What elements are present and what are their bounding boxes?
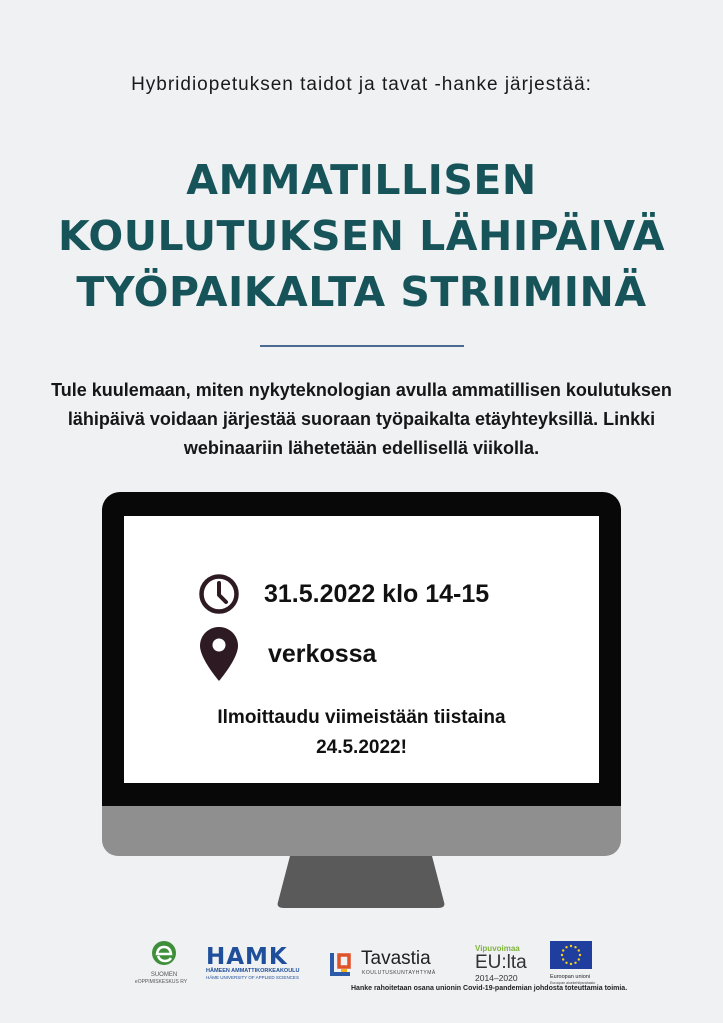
eoppimiskeskus-text-2: eOPPIMISKESKUS RY	[134, 979, 188, 985]
monitor-bezel	[102, 806, 621, 856]
location-pin-icon	[200, 627, 238, 681]
description: Tule kuulemaan, miten nykyteknologian avulla ammatillisen koulutuksen lähipäivä voidaan järjestää suoraan työpaikalta etäyhteyksillä. Linkki webinaariin lähetetään edellisellä viikolla.	[51, 380, 672, 458]
registration-line-2: 24.5.2022!	[316, 737, 407, 758]
event-datetime: 31.5.2022 klo 14-15	[264, 579, 490, 608]
registration-text	[124, 703, 599, 763]
tavastia-mark-icon	[329, 951, 353, 977]
hamk-sub-1: HÄMEEN AMMATTIKORKEAKOULU	[206, 968, 300, 974]
hamk-logo	[206, 946, 304, 981]
eu-text-1: Euroopan unioni	[550, 974, 591, 980]
registration-line-1: Ilmoittaudu viimeistään tiistaina	[217, 707, 506, 728]
eu-flag-icon	[550, 941, 592, 969]
eoppimiskeskus-mark-icon	[151, 940, 177, 966]
funding-footnote: Hanke rahoitetaan osana unionin Covid-19-pandemian johdosta toteuttamia toimia.	[351, 985, 628, 992]
event-location-row	[200, 627, 376, 681]
hamk-sub-2: HÄME UNIVERSITY OF APPLIED SCIENCES	[206, 975, 299, 980]
title-line-2: KOULUTUKSEN LÄHIPÄIVÄ	[57, 212, 666, 260]
event-location: verkossa	[268, 639, 377, 668]
monitor-stand	[272, 856, 450, 908]
vipuvoimaa-text-3: 2014–2020	[475, 973, 518, 983]
intro-text: Hybridiopetuksen taidot ja tavat -hanke järjestää:	[131, 74, 592, 95]
event-datetime-row	[198, 572, 489, 616]
vipuvoimaa-text-2: EU:lta	[475, 952, 527, 973]
tavastia-name: Tavastia	[361, 948, 431, 969]
divider	[260, 345, 464, 347]
clock-icon	[198, 573, 240, 615]
event-title	[0, 152, 723, 320]
tavastia-logo	[329, 949, 449, 979]
vipuvoimaa-logo	[475, 944, 531, 983]
tavastia-sub: KOULUTUSKUNTAYHTYMÄ	[362, 970, 436, 976]
hamk-name: HAMK	[206, 944, 288, 970]
title-line-1: AMMATILLISEN	[186, 156, 537, 204]
eoppimiskeskus-logo	[134, 940, 188, 986]
title-line-3: TYÖPAIKALTA STRIIMINÄ	[76, 268, 647, 316]
eu-logo	[550, 941, 598, 986]
vipuvoimaa-text-1: Vipuvoimaa	[475, 944, 520, 953]
eoppimiskeskus-text-1: SUOMEN	[150, 972, 178, 978]
eu-text-2: Euroopan aluekehitysrahasto	[550, 981, 596, 985]
